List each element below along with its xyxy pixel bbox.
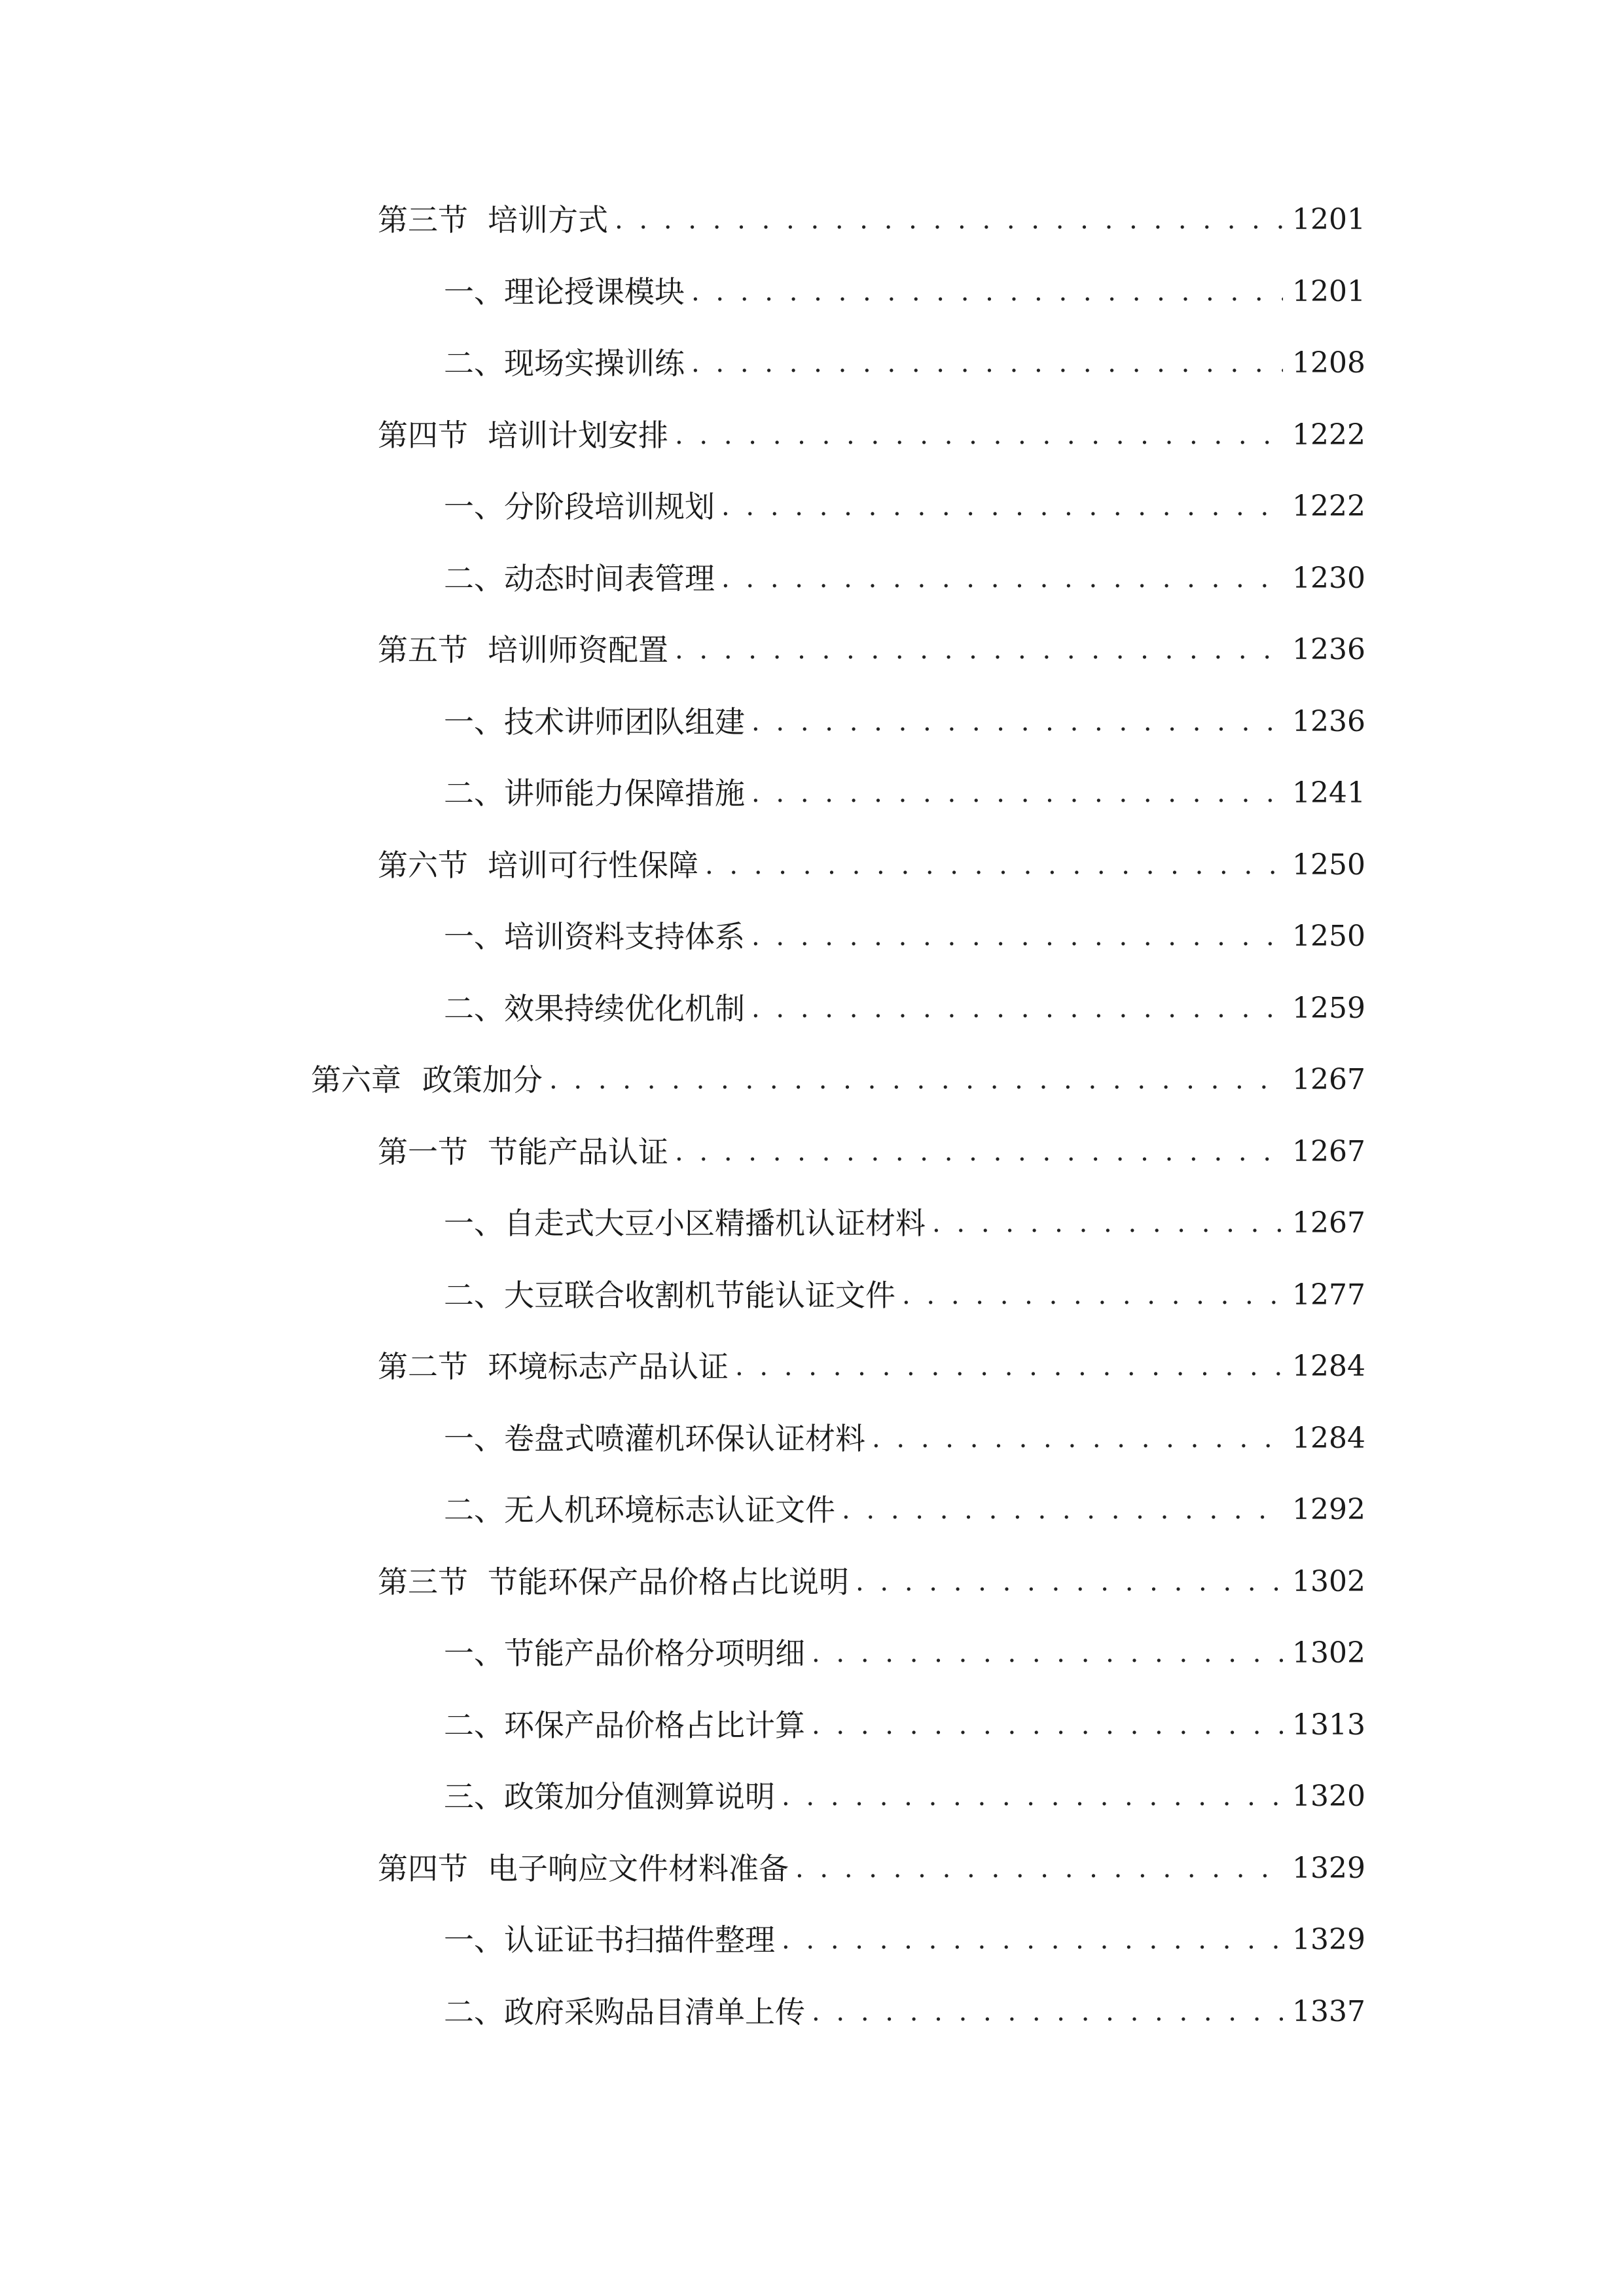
toc-entry-item xyxy=(444,1259,1365,1331)
toc-title: 培训方式 xyxy=(488,202,608,238)
toc-page-number: 1259 xyxy=(1292,992,1365,1025)
toc-title: 大豆联合收割机节能认证文件 xyxy=(504,1278,895,1313)
toc-marker: 一、 xyxy=(444,1636,504,1671)
toc-title: 培训计划安排 xyxy=(488,418,668,453)
toc-marker: 一、 xyxy=(444,489,504,524)
toc-dot-leader xyxy=(675,614,1283,686)
toc-entry-item xyxy=(444,686,1365,758)
toc-title: 培训可行性保障 xyxy=(488,848,698,883)
toc-title: 电子响应文件材料准备 xyxy=(488,1851,789,1886)
toc-page-number: 1222 xyxy=(1292,490,1365,523)
toc-marker: 一、 xyxy=(444,1421,504,1456)
toc-page-number: 1267 xyxy=(1292,1063,1365,1096)
toc-dot-leader xyxy=(675,1116,1283,1188)
toc-entry-item xyxy=(444,1187,1365,1259)
toc-marker: 第三节 xyxy=(378,202,468,238)
toc-marker: 第二节 xyxy=(378,1349,468,1384)
toc-marker: 一、 xyxy=(444,1206,504,1241)
toc-page-number: 1302 xyxy=(1292,1636,1365,1670)
toc-title: 卷盘式喷灌机环保认证材料 xyxy=(504,1421,865,1456)
toc-dot-leader xyxy=(549,1044,1283,1116)
toc-page-number: 1208 xyxy=(1292,346,1365,380)
toc-dot-leader xyxy=(675,399,1283,471)
toc-title: 政府采购品目清单上传 xyxy=(504,1994,805,2030)
toc-dot-leader xyxy=(751,686,1283,758)
toc-page-number: 1250 xyxy=(1292,920,1365,953)
toc-marker: 二、 xyxy=(444,1278,504,1313)
toc-entry-item xyxy=(444,543,1365,615)
toc-entry-section xyxy=(378,1331,1365,1403)
toc-entry-item xyxy=(444,256,1365,328)
toc-title: 政策加分 xyxy=(422,1062,543,1098)
toc-dot-leader xyxy=(856,1546,1283,1618)
toc-page-number: 1201 xyxy=(1292,275,1365,308)
toc-dot-leader xyxy=(872,1403,1283,1475)
toc-marker: 二、 xyxy=(444,346,504,381)
toc-entry-item xyxy=(444,1904,1365,1976)
toc-entry-item xyxy=(444,1403,1365,1475)
toc-entry-item xyxy=(444,973,1365,1045)
toc-marker: 第一节 xyxy=(378,1134,468,1170)
toc-page-number: 1284 xyxy=(1292,1422,1365,1455)
toc-title: 政策加分值测算说明 xyxy=(504,1779,775,1814)
toc-title: 现场实操训练 xyxy=(504,346,685,381)
toc-marker: 第四节 xyxy=(378,418,468,453)
toc-title: 节能产品认证 xyxy=(488,1134,668,1170)
toc-dot-leader xyxy=(782,1761,1283,1833)
toc-dot-leader xyxy=(842,1474,1283,1546)
toc-dot-leader xyxy=(691,256,1283,328)
toc-page-number: 1329 xyxy=(1292,1923,1365,1956)
toc-title: 分阶段培训规划 xyxy=(504,489,715,524)
toc-entry-section xyxy=(378,399,1365,471)
toc-dot-leader xyxy=(812,1976,1283,2048)
toc-dot-leader xyxy=(751,973,1283,1045)
toc-title: 讲师能力保障措施 xyxy=(504,776,745,811)
toc-page-number: 1302 xyxy=(1292,1565,1365,1598)
toc-page-number: 1320 xyxy=(1292,1780,1365,1813)
toc-entry-section xyxy=(378,1546,1365,1618)
toc-marker: 二、 xyxy=(444,561,504,596)
toc-title: 认证证书扫描件整理 xyxy=(504,1922,775,1958)
toc-page-number: 1313 xyxy=(1292,1708,1365,1742)
toc-dot-leader xyxy=(902,1259,1283,1331)
toc-page-number: 1230 xyxy=(1292,562,1365,595)
toc-entry-section xyxy=(378,1833,1365,1905)
toc-dot-leader xyxy=(691,327,1283,399)
toc-dot-leader xyxy=(812,1617,1283,1689)
toc-page-number: 1222 xyxy=(1292,418,1365,452)
toc-marker: 第四节 xyxy=(378,1851,468,1886)
toc-entry-item xyxy=(444,1976,1365,2048)
toc-page-number: 1277 xyxy=(1292,1278,1365,1312)
toc-entry-section xyxy=(378,1116,1365,1188)
toc-entry-section xyxy=(378,829,1365,901)
toc-title: 环境标志产品认证 xyxy=(488,1349,729,1384)
toc-dot-leader xyxy=(751,901,1283,973)
toc-entry-item xyxy=(444,1761,1365,1833)
toc-entry-item xyxy=(444,757,1365,829)
toc-page-number: 1241 xyxy=(1292,776,1365,810)
toc-dot-leader xyxy=(795,1833,1283,1905)
toc-page-number: 1292 xyxy=(1292,1493,1365,1526)
toc-marker: 一、 xyxy=(444,704,504,740)
toc-marker: 第六节 xyxy=(378,848,468,883)
toc-title: 培训资料支持体系 xyxy=(504,919,745,954)
toc-page-number: 1329 xyxy=(1292,1852,1365,1885)
toc-dot-leader xyxy=(615,184,1283,256)
toc-marker: 二、 xyxy=(444,991,504,1026)
toc-page-number: 1284 xyxy=(1292,1350,1365,1383)
toc-page-number: 1236 xyxy=(1292,633,1365,666)
toc-dot-leader xyxy=(721,471,1283,543)
toc-marker: 第三节 xyxy=(378,1564,468,1600)
toc-title: 效果持续优化机制 xyxy=(504,991,745,1026)
toc-dot-leader xyxy=(782,1904,1283,1976)
toc-entry-item xyxy=(444,1617,1365,1689)
toc-marker: 二、 xyxy=(444,776,504,811)
toc-title: 节能环保产品价格占比说明 xyxy=(488,1564,849,1600)
toc-title: 无人机环境标志认证文件 xyxy=(504,1492,835,1528)
toc-entry-item xyxy=(444,471,1365,543)
toc-marker: 三、 xyxy=(444,1779,504,1814)
toc-entry-item xyxy=(444,327,1365,399)
toc-marker: 二、 xyxy=(444,1994,504,2030)
toc-page-number: 1337 xyxy=(1292,1995,1365,2028)
toc-title: 理论授课模块 xyxy=(504,274,685,310)
toc-page-number: 1250 xyxy=(1292,848,1365,882)
toc-marker: 二、 xyxy=(444,1708,504,1743)
toc-marker: 第六章 xyxy=(311,1062,401,1098)
toc-entry-item xyxy=(444,901,1365,973)
toc-dot-leader xyxy=(705,829,1283,901)
toc-marker: 一、 xyxy=(444,919,504,954)
toc-entry-item xyxy=(444,1474,1365,1546)
toc-marker: 一、 xyxy=(444,1922,504,1958)
toc-page-number: 1236 xyxy=(1292,705,1365,738)
toc-page-number: 1267 xyxy=(1292,1135,1365,1168)
toc-dot-leader xyxy=(932,1187,1283,1259)
toc-title: 环保产品价格占比计算 xyxy=(504,1708,805,1743)
toc-dot-leader xyxy=(751,757,1283,829)
toc-dot-leader xyxy=(812,1689,1283,1761)
toc-title: 节能产品价格分项明细 xyxy=(504,1636,805,1671)
toc-page-number: 1267 xyxy=(1292,1206,1365,1240)
toc-dot-leader xyxy=(721,543,1283,615)
toc-title: 培训师资配置 xyxy=(488,632,668,668)
toc-marker: 二、 xyxy=(444,1492,504,1528)
toc-page-number: 1201 xyxy=(1292,203,1365,236)
toc-title: 自走式大豆小区精播机认证材料 xyxy=(504,1206,926,1241)
toc-entry-section xyxy=(378,614,1365,686)
toc-marker: 第五节 xyxy=(378,632,468,668)
toc-marker: 一、 xyxy=(444,274,504,310)
toc-title: 技术讲师团队组建 xyxy=(504,704,745,740)
toc-entry-item xyxy=(444,1689,1365,1761)
toc-dot-leader xyxy=(735,1331,1283,1403)
toc-entry-section xyxy=(378,184,1365,256)
toc-title: 动态时间表管理 xyxy=(504,561,715,596)
toc-entry-chapter xyxy=(311,1044,1365,1116)
